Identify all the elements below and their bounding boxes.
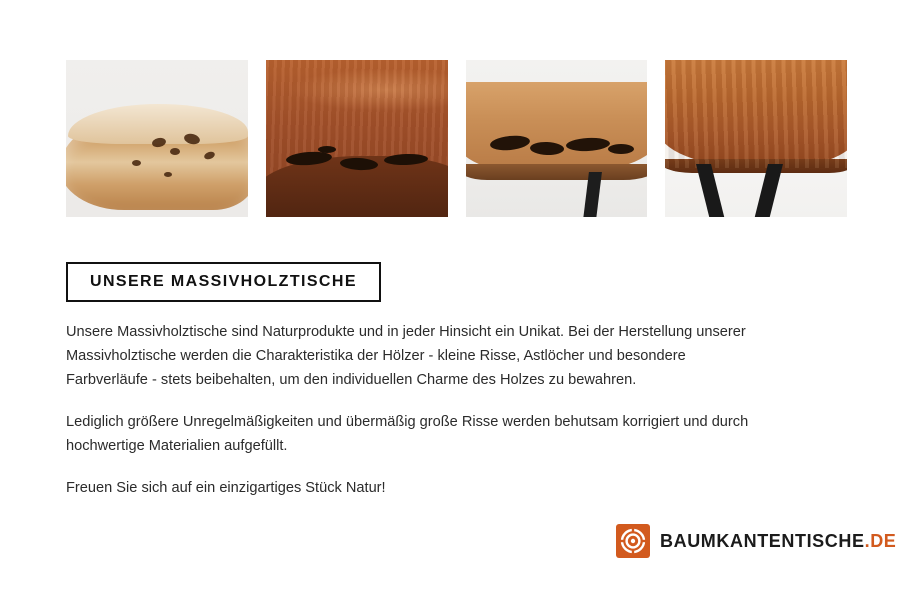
knot-mark (132, 160, 141, 166)
section-heading-box (66, 262, 381, 302)
wood-slab-shape (66, 118, 248, 210)
knot-mark (164, 172, 172, 177)
gallery-image-2[interactable] (266, 60, 448, 217)
knot-mark (170, 148, 180, 155)
paragraph-1: Unsere Massivholztische sind Naturprodukte und in jeder Hinsicht ein Unikat. Bei der Herstellung unserer Massivholztische werden die Charakteristika der Hölzer - kleine Risse, Astlöcher und besondere Farbverläufe - stets beibehalten, um den individuellen Charme des Holzes zu bewahren. (66, 324, 746, 388)
brand-name (660, 531, 896, 552)
table-top-shape (466, 82, 648, 174)
concentric-ring-logo-icon (616, 524, 650, 558)
image-gallery (66, 60, 847, 217)
brand-name-main: BAUMKANTENTISCHE (660, 530, 865, 551)
wood-grain-texture (665, 60, 847, 168)
brand-logo[interactable] (616, 524, 896, 558)
filled-crack (318, 146, 336, 153)
gallery-image-1[interactable] (66, 60, 248, 217)
paragraph-2: Lediglich größere Unregelmäßigkeiten und übermäßig große Risse werden behutsam korrigiert und durch hochwertige Materialien aufgefüllt. (66, 414, 749, 454)
brand-name-suffix: .DE (864, 530, 897, 551)
body-copy (66, 320, 771, 500)
paragraph-3: Freuen Sie sich auf ein einzigartiges Stück Natur! (66, 480, 386, 496)
filled-knot (608, 144, 634, 154)
page-title: UNSERE MASSIVHOLZTISCHE (90, 273, 357, 290)
gallery-image-4[interactable] (665, 60, 847, 217)
gallery-image-3[interactable] (466, 60, 648, 217)
